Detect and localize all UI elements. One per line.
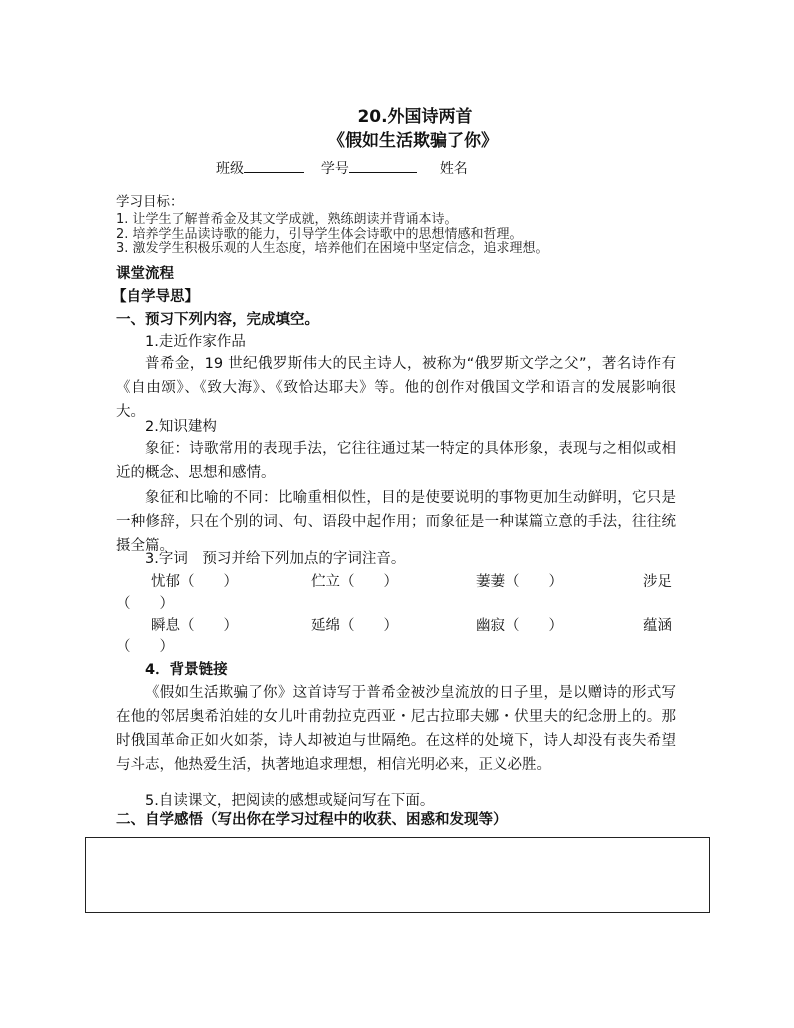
item1-title: 1.走近作家作品 bbox=[145, 334, 246, 350]
goals-heading: 学习目标： bbox=[116, 194, 184, 210]
item3-title: 3.字词 预习并给下列加点的字词注音。 bbox=[145, 551, 406, 567]
goals-list bbox=[116, 213, 549, 257]
class-label: 班级 bbox=[216, 161, 244, 177]
vocab-item: 延绵（ ） bbox=[311, 618, 398, 634]
vocab-item: 忧郁（ ） bbox=[151, 574, 238, 590]
vocab-item: 幽寂（ ） bbox=[476, 618, 563, 634]
goal-item: 3. 激发学生积极乐观的人生态度，培养他们在困境中坚定信念，追求理想。 bbox=[116, 241, 549, 256]
vocab-item: 涉足 bbox=[643, 574, 672, 590]
item2-text-symbol: 象征：诗歌常用的表现手法，它往往通过某一特定的具体形象，表现与之相似或相近的概念、思想和感情。 bbox=[116, 441, 676, 481]
page-title: 20.外国诗两首 bbox=[357, 107, 473, 127]
class-blank[interactable] bbox=[244, 158, 304, 173]
item2-text-compare: 象征和比喻的不同：比喻重相似性，目的是使要说明的事物更加生动鲜明，它只是一种修辞，只在个别的词、句、语段中起作用；而象征是一种谋篇立意的手法，往往统摄全篇。 bbox=[116, 490, 676, 554]
student-info-line bbox=[216, 158, 468, 178]
vocab-item-wrap: （ ） bbox=[116, 596, 174, 612]
number-blank[interactable] bbox=[349, 158, 417, 173]
item1-text: 普希金，19 世纪俄罗斯伟大的民主诗人，被称为“俄罗斯文学之父”，著名诗作有《自由颂》、《致大海》、《致恰达耶夫》等。他的创作对俄国文学和语言的发展影响很大。 bbox=[116, 356, 676, 420]
goal-item: 2. 培养学生品读诗歌的能力，引导学生体会诗歌中的思想情感和哲理。 bbox=[116, 226, 523, 242]
flow-heading: 课堂流程 bbox=[116, 266, 174, 282]
poem-title: 《假如生活欺骗了你》 bbox=[328, 131, 498, 151]
vocab-item: 萋萋（ ） bbox=[476, 574, 563, 590]
vocab-item: 瞬息（ ） bbox=[151, 618, 238, 634]
vocab-item-wrap: （ ） bbox=[116, 639, 174, 655]
number-label: 学号 bbox=[320, 161, 349, 177]
section1-heading: 一、预习下列内容，完成填空。 bbox=[116, 312, 319, 328]
item2-title: 2.知识建构 bbox=[145, 419, 217, 435]
vocab-item: 蕴涵 bbox=[643, 618, 672, 634]
item5-title: 5.自读课文，把阅读的感想或疑问写在下面。 bbox=[145, 793, 435, 809]
name-label: 姓名 bbox=[439, 161, 468, 177]
self-study-heading: 【自学导思】 bbox=[112, 289, 199, 305]
item4-text: 《假如生活欺骗了你》这首诗写于普希金被沙皇流放的日子里，是以赠诗的形式写在他的邻居奥希泊娃的女儿叶甫勃拉克西亚・尼古拉耶夫娜・伏里夫的纪念册上的。那时俄国革命正如火如荼，诗人却被迫与世隔绝。在这样的处境下，诗人却没有丧失希望与斗志，他热爱生活，执著地追求理想，相信光明必来，正义必胜。 bbox=[116, 685, 676, 773]
vocab-item: 伫立（ ） bbox=[311, 574, 398, 590]
section2-heading: 二、自学感悟（写出你在学习过程中的收获、困惑和发现等） bbox=[116, 812, 508, 828]
item4-title: 4．背景链接 bbox=[145, 662, 228, 678]
goal-item: 1. 让学生了解普希金及其文学成就，熟练朗读并背诵本诗。 bbox=[116, 212, 458, 227]
answer-box[interactable] bbox=[85, 837, 710, 913]
